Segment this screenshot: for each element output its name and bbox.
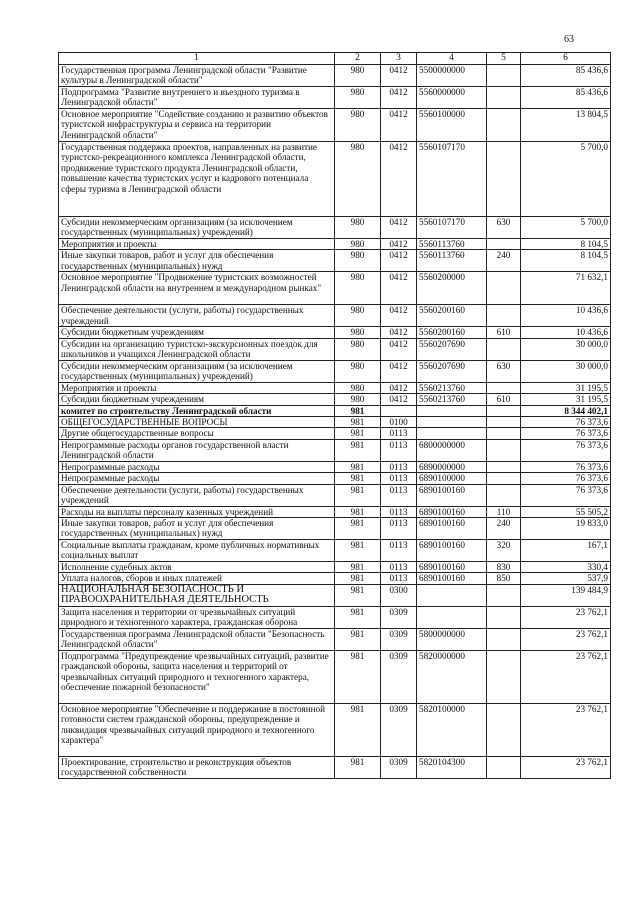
- row-administrator-code: 980: [335, 109, 381, 142]
- row-administrator-code: 981: [335, 756, 381, 778]
- row-amount: 85 436,6: [521, 87, 611, 109]
- row-name-cell: Субсидии бюджетным учреждениям: [59, 394, 335, 405]
- row-target-code: 5820100000: [417, 703, 487, 756]
- table-row: [59, 484, 611, 506]
- row-target-code: 5800000000: [417, 628, 487, 650]
- row-amount: 76 373,6: [521, 428, 611, 439]
- row-target-code: 6890100160: [417, 562, 487, 573]
- row-target-code: 5560000000: [417, 87, 487, 109]
- table-row: [59, 65, 611, 87]
- row-administrator-code: 981: [335, 506, 381, 517]
- row-administrator-code: 980: [335, 360, 381, 382]
- row-administrator-code: 980: [335, 217, 381, 239]
- table-row: [59, 250, 611, 272]
- row-target-code: [417, 606, 487, 628]
- row-amount: 85 436,6: [521, 65, 611, 87]
- row-target-code: 5560213760: [417, 382, 487, 393]
- row-name-cell: Социальные выплаты гражданам, кроме публичных нормативных социальных выплат: [59, 540, 335, 562]
- row-administrator-code: 981: [335, 461, 381, 472]
- row-section-code: 0113: [381, 439, 417, 461]
- row-administrator-code: 981: [335, 540, 381, 562]
- row-name-cell: Мероприятия и проекты: [59, 382, 335, 393]
- row-administrator-code: 981: [335, 606, 381, 628]
- row-amount: 10 436,6: [521, 305, 611, 327]
- row-name-cell: Уплата налогов, сборов и иных платежей: [59, 573, 335, 584]
- table-row: [59, 417, 611, 428]
- row-section-code: 0412: [381, 109, 417, 142]
- row-amount: 23 762,1: [521, 628, 611, 650]
- row-name-cell: Иные закупки товаров, работ и услуг для обеспечения государственных (муниципальных) нужд: [59, 518, 335, 540]
- row-name-cell: Проектирование, строительство и реконструкция объектов государственной собственности: [59, 756, 335, 778]
- row-section-code: 0412: [381, 338, 417, 360]
- row-name-cell: ОБЩЕГОСУДАРСТВЕННЫЕ ВОПРОСЫ: [59, 417, 335, 428]
- row-section-code: 0100: [381, 417, 417, 428]
- row-expense-type: [487, 417, 521, 428]
- row-target-code: 5560100000: [417, 109, 487, 142]
- header-cell: 6: [521, 53, 611, 65]
- row-name-cell: Подпрограмма "Предупреждение чрезвычайных ситуаций, развитие гражданской обороны, защита населения и территорий от чрезвычайных ситуаций природного и техногенного характера, обеспечение пожарной безопасности": [59, 650, 335, 703]
- row-name-cell: Исполнение судебных актов: [59, 562, 335, 573]
- row-section-code: 0412: [381, 65, 417, 87]
- row-expense-type: 850: [487, 573, 521, 584]
- row-section-code: 0412: [381, 142, 417, 217]
- table-header-row: [59, 53, 611, 65]
- row-name-cell: Субсидии некоммерческим организациям (за исключением государственных (муниципальных) учреждений): [59, 360, 335, 382]
- table-row: [59, 506, 611, 517]
- header-cell: 2: [335, 53, 381, 65]
- table-row: [59, 756, 611, 778]
- row-name-cell: Расходы на выплаты персоналу казенных учреждений: [59, 506, 335, 517]
- row-name-cell: Субсидии бюджетным учреждениям: [59, 327, 335, 338]
- row-amount: 30 000,0: [521, 338, 611, 360]
- row-name-cell: Обеспечение деятельности (услуги, работы) государственных учреждений: [59, 305, 335, 327]
- row-target-code: 6890100160: [417, 573, 487, 584]
- row-target-code: 5560207690: [417, 338, 487, 360]
- row-amount: 31 195,5: [521, 382, 611, 393]
- row-section-code: 0300: [381, 584, 417, 606]
- row-target-code: 5560207690: [417, 360, 487, 382]
- row-expense-type: [487, 239, 521, 250]
- table-row: [59, 540, 611, 562]
- row-amount: 330,4: [521, 562, 611, 573]
- row-target-code: 5820000000: [417, 650, 487, 703]
- row-section-code: 0113: [381, 562, 417, 573]
- row-amount: 55 505,2: [521, 506, 611, 517]
- table-row: [59, 394, 611, 405]
- row-section-code: 0412: [381, 394, 417, 405]
- budget-table: [58, 52, 611, 779]
- row-name-cell: НАЦИОНАЛЬНАЯ БЕЗОПАСНОСТЬ И ПРАВООХРАНИТЕЛЬНАЯ ДЕЯТЕЛЬНОСТЬ: [59, 584, 335, 606]
- row-expense-type: 110: [487, 506, 521, 517]
- row-administrator-code: 980: [335, 394, 381, 405]
- table-row: [59, 360, 611, 382]
- row-amount: 8 104,5: [521, 250, 611, 272]
- row-expense-type: 240: [487, 518, 521, 540]
- header-cell: 1: [59, 53, 335, 65]
- row-target-code: 5560200000: [417, 272, 487, 305]
- row-name-cell: Защита населения и территории от чрезвычайных ситуаций природного и техногенного характера, гражданская оборона: [59, 606, 335, 628]
- row-section-code: 0309: [381, 650, 417, 703]
- row-name-cell: Другие общегосударственные вопросы: [59, 428, 335, 439]
- row-section-code: 0113: [381, 461, 417, 472]
- row-name-cell: Обеспечение деятельности (услуги, работы) государственных учреждений: [59, 484, 335, 506]
- row-name-cell: Основное мероприятие "Продвижение туристских возможностей Ленинградской области на внутреннем и международном рынках": [59, 272, 335, 305]
- row-target-code: 6890100160: [417, 518, 487, 540]
- row-section-code: 0412: [381, 360, 417, 382]
- row-name-cell: Субсидии некоммерческим организациям (за исключением государственных (муниципальных) учреждений): [59, 217, 335, 239]
- row-amount: 167,1: [521, 540, 611, 562]
- row-expense-type: 830: [487, 562, 521, 573]
- row-expense-type: [487, 703, 521, 756]
- row-target-code: [417, 405, 487, 416]
- row-expense-type: 240: [487, 250, 521, 272]
- row-name-cell: Государственная программа Ленинградской области "Развитие культуры в Ленинградской области": [59, 65, 335, 87]
- row-target-code: 6890000000: [417, 461, 487, 472]
- table-row: [59, 87, 611, 109]
- table-row: [59, 327, 611, 338]
- row-expense-type: [487, 405, 521, 416]
- row-administrator-code: 980: [335, 382, 381, 393]
- row-administrator-code: 980: [335, 142, 381, 217]
- row-amount: 30 000,0: [521, 360, 611, 382]
- row-target-code: 5560113760: [417, 250, 487, 272]
- row-section-code: 0113: [381, 518, 417, 540]
- row-section-code: 0412: [381, 382, 417, 393]
- table-row: [59, 109, 611, 142]
- table-row: [59, 650, 611, 703]
- table-row: [59, 405, 611, 416]
- row-administrator-code: 980: [335, 338, 381, 360]
- table-row: [59, 628, 611, 650]
- table-row: [59, 606, 611, 628]
- table-row: [59, 573, 611, 584]
- row-administrator-code: 981: [335, 473, 381, 484]
- row-administrator-code: 981: [335, 703, 381, 756]
- row-amount: 76 373,6: [521, 461, 611, 472]
- page-number: 63: [564, 34, 574, 45]
- row-section-code: 0412: [381, 250, 417, 272]
- row-expense-type: [487, 65, 521, 87]
- row-expense-type: 320: [487, 540, 521, 562]
- row-administrator-code: 980: [335, 272, 381, 305]
- table-row: [59, 142, 611, 217]
- row-administrator-code: 981: [335, 573, 381, 584]
- row-section-code: 0113: [381, 573, 417, 584]
- table-row: [59, 338, 611, 360]
- row-name-cell: Непрограммные расходы органов государственной власти Ленинградской области: [59, 439, 335, 461]
- table-row: [59, 382, 611, 393]
- row-target-code: 6800000000: [417, 439, 487, 461]
- row-expense-type: [487, 142, 521, 217]
- table-row: [59, 439, 611, 461]
- row-expense-type: [487, 628, 521, 650]
- row-section-code: 0113: [381, 428, 417, 439]
- row-amount: 76 373,6: [521, 473, 611, 484]
- row-expense-type: 610: [487, 394, 521, 405]
- row-amount: 23 762,1: [521, 703, 611, 756]
- row-section-code: 0309: [381, 628, 417, 650]
- row-name-cell: Субсидии на организацию туристско-экскурсионных поездок для школьников и учащихся Ленинградской области: [59, 338, 335, 360]
- row-target-code: [417, 428, 487, 439]
- table-row: [59, 584, 611, 606]
- row-amount: 537,9: [521, 573, 611, 584]
- row-expense-type: [487, 584, 521, 606]
- row-section-code: 0309: [381, 756, 417, 778]
- row-expense-type: [487, 87, 521, 109]
- row-expense-type: 610: [487, 327, 521, 338]
- row-target-code: 5560200160: [417, 305, 487, 327]
- row-target-code: 6890100160: [417, 506, 487, 517]
- row-expense-type: [487, 382, 521, 393]
- row-section-code: 0412: [381, 239, 417, 250]
- row-name-cell: Непрограммные расходы: [59, 461, 335, 472]
- row-administrator-code: 981: [335, 428, 381, 439]
- table-row: [59, 428, 611, 439]
- row-target-code: 5560113760: [417, 239, 487, 250]
- row-amount: 76 373,6: [521, 484, 611, 506]
- row-expense-type: [487, 272, 521, 305]
- table-row: [59, 461, 611, 472]
- header-cell: 5: [487, 53, 521, 65]
- row-expense-type: [487, 461, 521, 472]
- row-name-cell: Мероприятия и проекты: [59, 239, 335, 250]
- row-target-code: 5820104300: [417, 756, 487, 778]
- row-expense-type: 630: [487, 217, 521, 239]
- row-administrator-code: 980: [335, 250, 381, 272]
- row-administrator-code: 980: [335, 327, 381, 338]
- row-expense-type: [487, 473, 521, 484]
- row-expense-type: [487, 338, 521, 360]
- row-section-code: 0412: [381, 327, 417, 338]
- row-administrator-code: 980: [335, 239, 381, 250]
- row-administrator-code: 980: [335, 87, 381, 109]
- row-name-cell: Основное мероприятие "Обеспечение и поддержание в постоянной готовности систем гражданской обороны, предупреждение и ликвидация чрезвычайных ситуаций природного и техногенного характера": [59, 703, 335, 756]
- row-target-code: 5560107170: [417, 142, 487, 217]
- table-row: [59, 239, 611, 250]
- row-administrator-code: 981: [335, 417, 381, 428]
- row-administrator-code: 981: [335, 628, 381, 650]
- row-target-code: [417, 584, 487, 606]
- row-target-code: 5560213760: [417, 394, 487, 405]
- row-section-code: 0113: [381, 484, 417, 506]
- header-cell: 4: [417, 53, 487, 65]
- row-expense-type: [487, 650, 521, 703]
- row-name-cell: Иные закупки товаров, работ и услуг для обеспечения государственных (муниципальных) нужд: [59, 250, 335, 272]
- row-administrator-code: 981: [335, 439, 381, 461]
- row-amount: 23 762,1: [521, 606, 611, 628]
- row-amount: 76 373,6: [521, 417, 611, 428]
- row-name-cell: комитет по строительству Ленинградской области: [59, 405, 335, 416]
- row-name-cell: Государственная программа Ленинградской области "Безопасность Ленинградской области": [59, 628, 335, 650]
- header-cell: 3: [381, 53, 417, 65]
- row-expense-type: [487, 606, 521, 628]
- row-section-code: 0113: [381, 473, 417, 484]
- row-administrator-code: 981: [335, 484, 381, 506]
- table-row: [59, 518, 611, 540]
- table-row: [59, 562, 611, 573]
- row-section-code: 0412: [381, 87, 417, 109]
- row-expense-type: [487, 484, 521, 506]
- row-amount: 19 833,0: [521, 518, 611, 540]
- table-row: [59, 217, 611, 239]
- row-target-code: 6890100000: [417, 473, 487, 484]
- row-amount: 5 700,0: [521, 217, 611, 239]
- row-expense-type: 630: [487, 360, 521, 382]
- row-amount: 5 700,0: [521, 142, 611, 217]
- row-amount: 8 344 402,1: [521, 405, 611, 416]
- row-amount: 8 104,5: [521, 239, 611, 250]
- row-target-code: 6890100160: [417, 484, 487, 506]
- row-section-code: 0412: [381, 272, 417, 305]
- row-target-code: [417, 417, 487, 428]
- row-amount: 23 762,1: [521, 650, 611, 703]
- row-amount: 31 195,5: [521, 394, 611, 405]
- row-amount: 76 373,6: [521, 439, 611, 461]
- row-target-code: 6890100160: [417, 540, 487, 562]
- row-administrator-code: 981: [335, 518, 381, 540]
- table-row: [59, 305, 611, 327]
- row-name-cell: Непрограммные расходы: [59, 473, 335, 484]
- row-expense-type: [487, 305, 521, 327]
- row-target-code: 5560107170: [417, 217, 487, 239]
- row-administrator-code: 980: [335, 65, 381, 87]
- row-section-code: 0412: [381, 305, 417, 327]
- table-row: [59, 703, 611, 756]
- row-amount: 139 484,9: [521, 584, 611, 606]
- row-section-code: 0113: [381, 506, 417, 517]
- row-amount: 23 762,1: [521, 756, 611, 778]
- table-row: [59, 272, 611, 305]
- row-section-code: [381, 405, 417, 416]
- row-section-code: 0113: [381, 540, 417, 562]
- row-expense-type: [487, 109, 521, 142]
- row-expense-type: [487, 428, 521, 439]
- row-section-code: 0412: [381, 217, 417, 239]
- row-section-code: 0309: [381, 703, 417, 756]
- row-administrator-code: 981: [335, 650, 381, 703]
- row-administrator-code: 981: [335, 562, 381, 573]
- row-expense-type: [487, 439, 521, 461]
- row-name-cell: Подпрограмма "Развитие внутреннего и въездного туризма в Ленинградской области": [59, 87, 335, 109]
- row-expense-type: [487, 756, 521, 778]
- row-administrator-code: 981: [335, 405, 381, 416]
- row-name-cell: Государственная поддержка проектов, направленных на развитие туристско-рекреационного комплекса Ленинградской области, продвижение туристского продукта Ленинградской области, повышение качества туристских услуг и кадрового потенциала сферы туризма в Ленинградской области: [59, 142, 335, 217]
- table-row: [59, 473, 611, 484]
- row-amount: 13 804,5: [521, 109, 611, 142]
- row-name-cell: Основное мероприятие "Содействие созданию и развитию объектов туристской инфраструктуры и сервиса на территории Ленинградской области": [59, 109, 335, 142]
- row-administrator-code: 981: [335, 584, 381, 606]
- row-target-code: 5560200160: [417, 327, 487, 338]
- row-administrator-code: 980: [335, 305, 381, 327]
- row-target-code: 5500000000: [417, 65, 487, 87]
- row-amount: 10 436,6: [521, 327, 611, 338]
- row-section-code: 0309: [381, 606, 417, 628]
- row-amount: 71 632,1: [521, 272, 611, 305]
